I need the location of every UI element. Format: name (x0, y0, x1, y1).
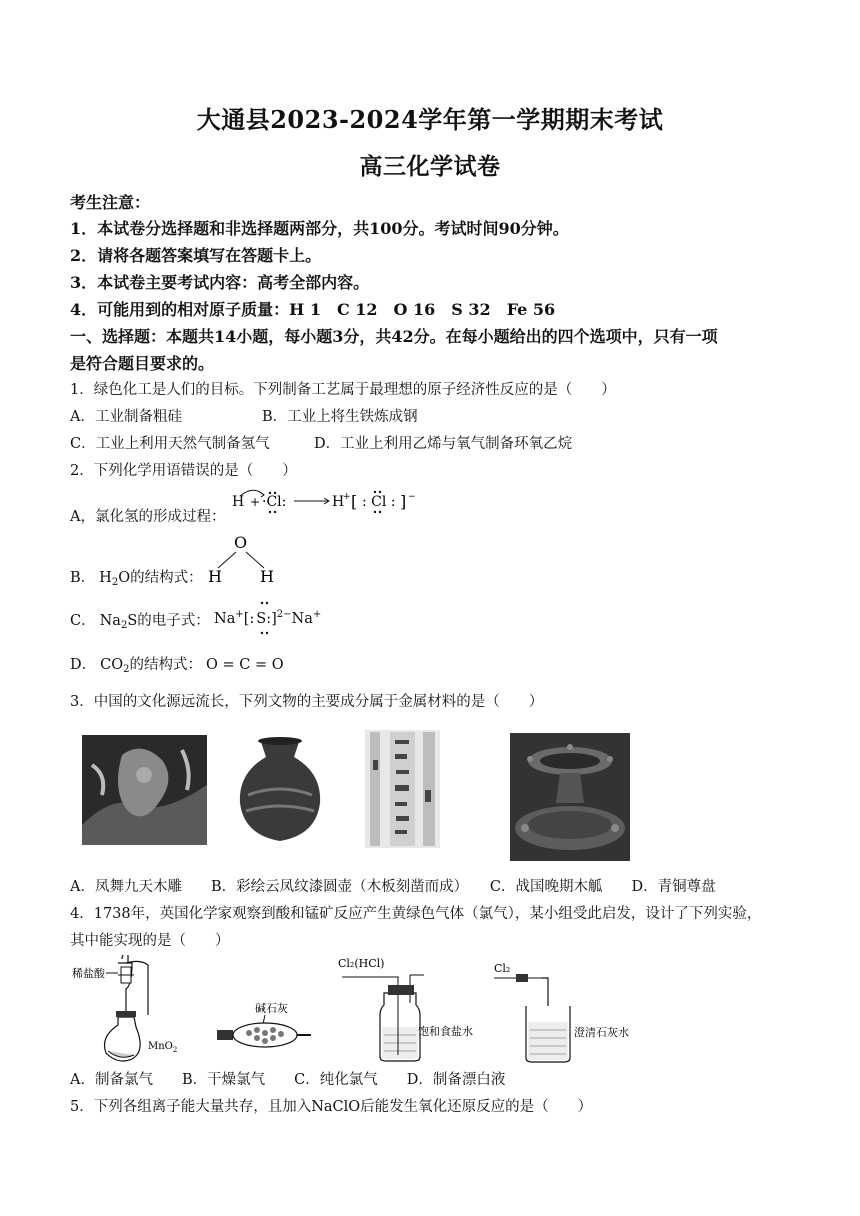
sulfide-charge: 2− (276, 609, 292, 620)
notice-item: 2．请将各题答案填写在答题卡上。 (70, 246, 322, 265)
wooden-gu-image (365, 730, 440, 848)
dilute-hcl-label: 稀盐酸 (72, 967, 105, 980)
q2-c-prefix: C． (70, 613, 96, 629)
q2-b-o: O (118, 570, 131, 586)
q1-option-b: B．工业上将生铁炼成钢 (262, 409, 418, 425)
svg-text:H: H (232, 494, 245, 510)
na-ion: Na (291, 611, 313, 627)
limewater-label: 澄清石灰水 (574, 1026, 629, 1039)
bracket-close: ] (271, 611, 277, 627)
svg-text:+: + (250, 495, 261, 509)
co2-formula: O = C = O (206, 657, 284, 673)
q2-d-prefix: D． (70, 657, 97, 673)
q2-b-suffix: 的结构式： (130, 570, 203, 586)
q2-b-sub: 2 (111, 577, 119, 588)
q2-option-a-label: A，氯化氢的形成过程： (70, 509, 226, 525)
svg-text:: Cl :: : Cl : (362, 494, 396, 510)
notice-item: 3．本试卷主要考试内容：高考全部内容。 (70, 273, 370, 292)
sulfide-electron-dots (256, 600, 276, 640)
q2-c-na: Na (99, 613, 121, 629)
q2-option-c (70, 609, 210, 631)
notice-heading: 考生注意： (70, 193, 151, 212)
bronze-vessel-image (510, 733, 630, 861)
q2-stem: 2．下列化学用语错误的是（ ） (70, 463, 297, 479)
exam-subtitle: 高三化学试卷 (359, 153, 501, 180)
notice-item: 1．本试卷分选择题和非选择题两部分，共100分。考试时间90分钟。 (70, 219, 569, 238)
plus-charge: + (312, 609, 322, 620)
na-ion: Na (214, 611, 236, 627)
wood-carving-image (82, 735, 207, 845)
svg-text:+: + (343, 492, 351, 502)
soda-lime-label: 碱石灰 (255, 1002, 288, 1015)
lacquer-pot-image (230, 735, 330, 847)
q2-c-sub: 2 (120, 620, 128, 631)
q3-stem: 3．中国的文化源远流长，下列文物的主要成分属于金属材料的是（ ） (70, 694, 544, 710)
mno2-label: MnO$_2$ (148, 1041, 178, 1054)
plus-charge: + (235, 609, 244, 620)
q1-stem: 1．绿色化工是人们的目标。下列制备工艺属于最理想的原子经济性反应的是（ ） (70, 382, 616, 398)
section-heading: 一、选择题：本题共14小题，每小题3分，共42分。在每小题给出的四个选项中，只有一项 (70, 327, 718, 346)
svg-text:]: ] (400, 492, 407, 511)
q2-d-sub: 2 (123, 664, 130, 675)
cl2-label: Cl₂ (494, 962, 511, 975)
q2-c-s: S (127, 613, 138, 629)
hcl-formation-diagram (228, 485, 428, 525)
q1-option-c: C．工业上利用天然气制备氢气 (70, 436, 270, 452)
svg-text:−: − (408, 492, 416, 502)
q3-options: A．凤舞九天木雕 B．彩绘云凤纹漆圆壶（木板刻凿而成） C．战国晚期木觚 D．青铜尊盘 (70, 879, 716, 895)
q4-stem: 4．1738年，英国化学家观察到酸和锰矿反应产生黄绿色气体（氯气），某小组受此启发，设计了下列实验， (70, 906, 762, 922)
exam-title: 大通县2023-2024学年第一学期期末考试 (196, 105, 664, 134)
drying-tube-apparatus (215, 1000, 315, 1060)
brine-label: 饱和食盐水 (418, 1025, 473, 1038)
water-structure-diagram (200, 530, 290, 590)
water-o-atom: O (234, 533, 248, 552)
section-heading-cont: 是符合题目要求的。 (70, 354, 215, 373)
svg-text:H: H (332, 494, 345, 510)
q1-option-a: A．工业制备粗硅 (70, 409, 182, 425)
notice-item: 4．可能用到的相对原子质量：H 1 C 12 O 16 S 32 Fe 56 (70, 300, 556, 319)
q2-b-h: H (99, 570, 112, 586)
svg-text:[: [ (351, 492, 358, 511)
water-h-atom: H (260, 567, 274, 586)
water-h-atom: H (208, 567, 222, 586)
q2-option-d (70, 653, 284, 675)
q4-options: A．制备氯气 B．干燥氯气 C．纯化氯气 D．制备漂白液 (70, 1072, 506, 1088)
q4-stem-cont: 其中能实现的是（ ） (70, 933, 230, 949)
q2-c-suffix: 的电子式： (137, 613, 210, 629)
chlorine-generator-apparatus (70, 955, 190, 1065)
q5-stem: 5．下列各组离子能大量共存，且加入NaClO后能发生氧化还原反应的是（ ） (70, 1099, 593, 1115)
q1-option-d: D．工业上利用乙烯与氧气制备环氧乙烷 (314, 436, 573, 452)
q2-d-suffix: 的结构式： (129, 657, 202, 673)
bleach-preparation-apparatus (492, 958, 642, 1068)
svg-text:·Cl:: ·Cl: (262, 494, 287, 510)
cl2-hcl-label: Cl₂(HCl) (338, 957, 385, 970)
q2-d-co: CO (100, 657, 124, 673)
na2s-electron-formula: Na+[:S:]$^{2-}$Na+ (214, 609, 322, 627)
sulfur-atom: S (256, 611, 267, 627)
bracket-open: [ (243, 611, 250, 627)
q2-option-b (70, 566, 203, 588)
gas-washing-bottle-apparatus (338, 955, 498, 1065)
q2-b-prefix: B． (70, 570, 96, 586)
